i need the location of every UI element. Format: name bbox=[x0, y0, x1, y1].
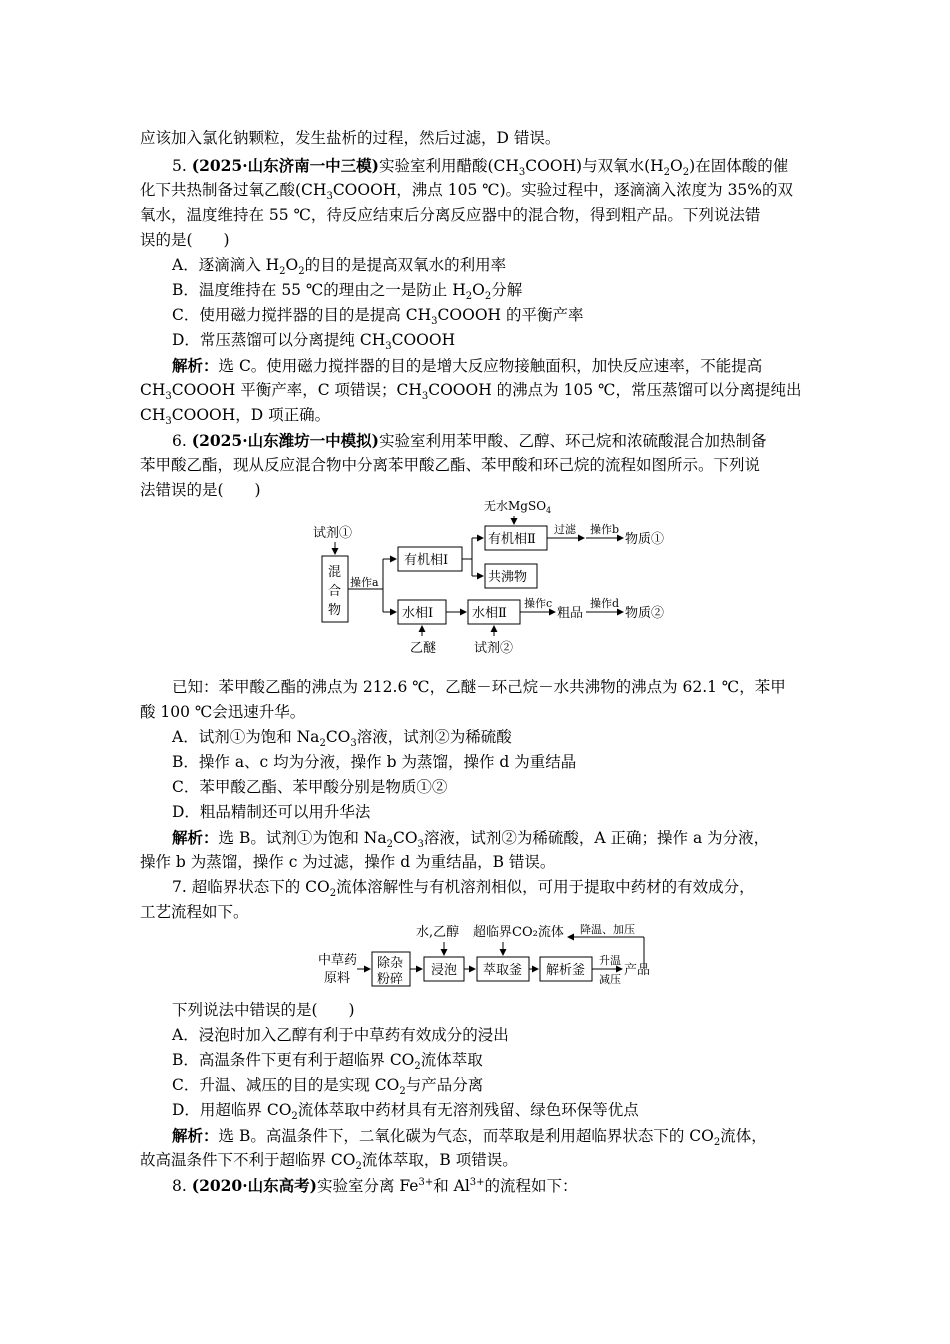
substance1-label: 物质① bbox=[625, 532, 665, 547]
aq1-label: 水相Ⅰ bbox=[402, 606, 434, 621]
q6-analysis-line1: 解析：选 B。试剂①为饱和 $Na_2CO_3$溶液，试剂②为稀硫酸，A 正确；操作 a 为分液， bbox=[172, 828, 770, 851]
water-ethanol-label: 水,乙醇 bbox=[416, 925, 460, 940]
q5-stem-line1: 5. (2025·山东济南一中三模)实验室利用醋酸$(CH_3COOH)$与双氧水$(H_2O_2)$在固体酸的催 bbox=[172, 156, 789, 179]
q5-analysis-line1: 解析：选 C。使用磁力搅拌器的目的是增大反应物接触面积，加快反应速率，不能提高 bbox=[172, 356, 763, 375]
q7-analysis-line2: 故高温条件下不利于超临界 $CO_2$流体萃取，B 项错误。 bbox=[140, 1151, 518, 1173]
reagent1-label: 试剂① bbox=[313, 526, 353, 541]
q7-flow-diagram bbox=[318, 920, 668, 995]
op-a-label: 操作a bbox=[350, 576, 379, 589]
q6-option-a: A．试剂①为饱和 $Na_2CO_3$溶液，试剂②为稀硫酸 bbox=[172, 728, 512, 750]
q7-option-c: C．升温、减压的目的是实现 $CO_2$与产品分离 bbox=[172, 1076, 484, 1098]
purify-label1: 除杂 bbox=[377, 956, 404, 971]
herb-label2: 原料 bbox=[324, 971, 351, 986]
depressurize-label: 减压 bbox=[599, 973, 621, 986]
crude-label: 粗品 bbox=[557, 606, 584, 621]
reagent2-label: 试剂② bbox=[474, 641, 514, 656]
org1-label: 有机相Ⅰ bbox=[404, 553, 449, 568]
q5-analysis-line3: $CH_3COOOH$，D 项正确。 bbox=[140, 406, 331, 428]
q5-stem-line3: 氧水，温度维持在 55 ℃，待反应结束后分离反应器中的混合物，得到粗产品。下列说法错 bbox=[140, 206, 761, 224]
q6-flow-diagram bbox=[300, 494, 700, 660]
op-b-label: 操作b bbox=[590, 523, 620, 536]
q5-stem-line4: 误的是( ) bbox=[140, 231, 230, 249]
soak-label: 浸泡 bbox=[431, 963, 458, 978]
substance2-label: 物质② bbox=[625, 606, 665, 621]
q5-option-a: A．逐滴滴入 $H_2O_2$的目的是提高双氧水的利用率 bbox=[172, 256, 507, 278]
q7-option-d: D．用超临界 $CO_2$流体萃取中药材具有无溶剂残留、绿色环保等优点 bbox=[172, 1101, 639, 1123]
q7-analysis-line1: 解析：选 B。高温条件下，二氧化碳为气态，而萃取是利用超临界状态下的 $CO_2$流体， bbox=[172, 1126, 767, 1149]
q7-option-b: B．高温条件下更有利于超临界 $CO_2$流体萃取 bbox=[172, 1051, 483, 1073]
q5-option-c: C．使用磁力搅拌器的目的是提高 $CH_3COOOH$ 的平衡产率 bbox=[172, 306, 584, 328]
op-c-label: 操作c bbox=[524, 597, 553, 610]
mix-char3: 物 bbox=[328, 603, 342, 618]
q6-option-b: B．操作 a、c 均为分液，操作 b 为蒸馏，操作 d 为重结晶 bbox=[172, 753, 577, 771]
mgso4-label: 无水MgSO$_4$ bbox=[484, 499, 552, 515]
filter-label: 过滤 bbox=[554, 523, 576, 536]
q6-option-c: C．苯甲酸乙酯、苯甲酸分别是物质①② bbox=[172, 778, 448, 796]
org2-label: 有机相Ⅱ bbox=[488, 532, 536, 547]
mix-char2: 合 bbox=[328, 584, 342, 599]
product-label: 产品 bbox=[624, 963, 651, 978]
q7-option-a: A．浸泡时加入乙醇有利于中草药有效成分的浸出 bbox=[172, 1026, 509, 1044]
q6-stem-line1: 6. (2025·山东潍坊一中模拟)实验室利用苯甲酸、乙醇、环己烷和浓硫酸混合加热制备 bbox=[172, 431, 767, 450]
q7-question-line: 下列说法中错误的是( ) bbox=[172, 1001, 355, 1019]
aq2-label: 水相Ⅱ bbox=[472, 606, 507, 621]
continued-text: 应该加入氯化钠颗粒，发生盐析的过程，然后过滤，D 错误。 bbox=[140, 129, 561, 147]
analysis-kettle-label: 解析釜 bbox=[546, 963, 586, 978]
q7-stem-line2: 工艺流程如下。 bbox=[140, 903, 249, 921]
purify-label2: 粉碎 bbox=[377, 972, 404, 987]
mix-char1: 混 bbox=[328, 565, 342, 580]
heat-label: 升温 bbox=[599, 954, 621, 967]
q5-option-d: D．常压蒸馏可以分离提纯 $CH_3COOOH$ bbox=[172, 331, 456, 353]
q6-stem-line3: 法错误的是( ) bbox=[140, 481, 261, 499]
q6-analysis-line2: 操作 b 为蒸馏，操作 c 为过滤，操作 d 为重结晶，B 错误。 bbox=[140, 853, 556, 871]
cool-pressurize-label: 降温、加压 bbox=[580, 923, 635, 936]
q5-stem-line2: 化下共热制备过氧乙酸($CH_3COOOH$，沸点 105 ℃)。实验过程中，逐滴滴入浓度为 35%的双 bbox=[140, 181, 794, 203]
q6-known-line1: 已知：苯甲酸乙酯的沸点为 212.6 ℃，乙醚－环己烷－水共沸物的沸点为 62.1 ℃，苯甲 bbox=[172, 678, 786, 696]
q5-option-b: B．温度维持在 55 ℃的理由之一是防止 $H_2O_2$分解 bbox=[172, 281, 523, 303]
q8-stem-line1: 8. (2020·山东高考)实验室分离 $Fe^{3+}$和 $Al^{3+}$的流程如下： bbox=[172, 1176, 578, 1195]
sc-co2-label: 超临界CO₂流体 bbox=[473, 925, 564, 940]
q7-stem-line1: 7. 超临界状态下的 $CO_2$流体溶解性与有机溶剂相似，可用于提取中药材的有效成分， bbox=[172, 878, 755, 900]
q6-known-line2: 酸 100 ℃会迅速升华。 bbox=[140, 703, 306, 721]
ether-label: 乙醚 bbox=[410, 641, 437, 656]
q5-analysis-line2: $CH_3COOOH$ 平衡产率，C 项错误；$CH_3COOOH$ 的沸点为 105 ℃，常压蒸馏可以分离提纯出 bbox=[140, 381, 802, 403]
herb-label1: 中草药 bbox=[318, 953, 358, 968]
q6-option-d: D．粗品精制还可以用升华法 bbox=[172, 803, 371, 821]
op-d-label: 操作d bbox=[590, 597, 620, 610]
q6-stem-line2: 苯甲酸乙酯，现从反应混合物中分离苯甲酸乙酯、苯甲酸和环己烷的流程如图所示。下列说 bbox=[140, 456, 761, 474]
extract-kettle-label: 萃取釜 bbox=[483, 963, 523, 978]
azeotrope-label: 共沸物 bbox=[488, 570, 528, 585]
